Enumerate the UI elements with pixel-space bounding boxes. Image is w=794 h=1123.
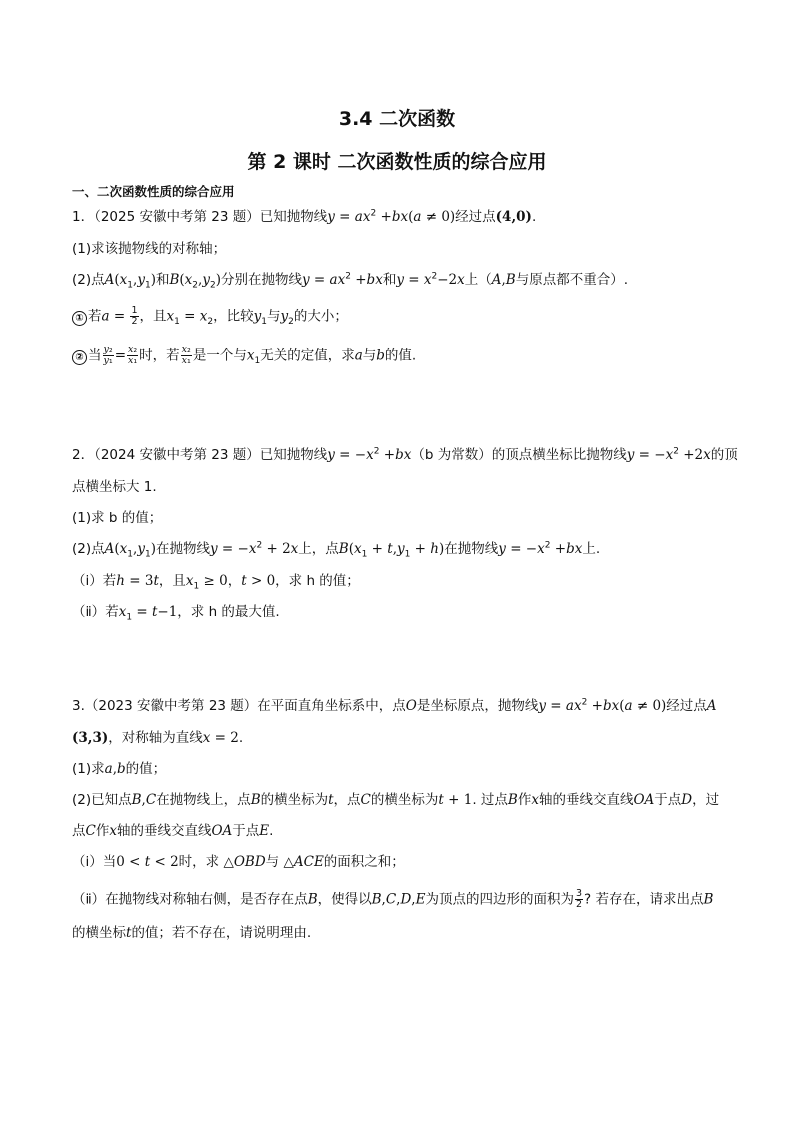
- problem-2-question-ii: （ⅱ）若$x_1 = t-1$，求 h 的最大值.: [72, 604, 280, 623]
- problem-1-part-2: (2)点$A(x_1,y_1)$和$B(x_2,y_2)$分别在抛物线$y = ax^2 +bx$和$y = x^2-2x$上（A,B与原点都不重合）.: [72, 271, 629, 291]
- problem-3-part-2-line-2: 点C作x轴的垂线交直线OA于点E.: [72, 823, 274, 839]
- problem-3-question-ii-line-2: 的横坐标t的值；若不存在，请说明理由.: [72, 925, 312, 941]
- problem-2-question-i: （ⅰ）若h = 3t，且$x_1 \ge 0$，t > 0，求 h 的值；: [72, 573, 360, 592]
- problem-1-question-1: ① 若a = $\frac{1}{2}$ ，且$x_1 = x_2$，比较$y_1$与$y_2$的大小；: [72, 306, 348, 327]
- problem-2-statement-line-2: 点横坐标大 1.: [72, 479, 157, 495]
- problem-2-part-1: (1)求 b 的值；: [72, 510, 163, 526]
- problem-3-statement-line-2: (3,3)，对称轴为直线x = 2.: [72, 730, 244, 746]
- page-title: 3.4 二次函数: [338, 108, 456, 130]
- lesson-subtitle: 第 2 课时 二次函数性质的综合应用: [247, 151, 547, 173]
- problem-3-question-i: （ⅰ）当0 < t < 2时，求 △OBD与 △ACE的面积之和；: [72, 854, 405, 870]
- problem-3-question-ii: （ⅱ）在抛物线对称轴右侧，是否存在点B，使得以B,C,D,E为顶点的四边形的面积为 $\frac{3}{2}$ ? 若存在，请求出点B: [72, 888, 714, 910]
- problem-1-part-1: (1)求该抛物线的对称轴；: [72, 241, 227, 257]
- problem-2-part-2: (2)点$A(x_1,y_1)$在抛物线$y = -x^2 + 2x$上，点$B(x_1 + t,y_1 + h)$在抛物线$y = -x^2 +bx$上.: [72, 540, 601, 560]
- problem-3-statement: 3.（2023 安徽中考第 23 题）在平面直角坐标系中，点O是坐标原点，抛物线$y = ax^2 +bx(a \ne 0)$经过点A: [72, 697, 717, 714]
- problem-1-statement: 1．（2025 安徽中考第 23 题）已知抛物线$y = ax^2 +bx(a \ne 0)$经过点(4,0).: [72, 208, 537, 225]
- section-heading: 一、二次函数性质的综合应用: [72, 184, 235, 199]
- problem-3-part-1: (1)求a,b的值；: [72, 761, 167, 777]
- problem-2-statement: 2．（2024 安徽中考第 23 题）已知抛物线$y = -x^2 +bx(b$ 为常数）的顶点横坐标比抛物线$y = -x^2 +2x$的顶: [72, 446, 738, 463]
- problem-1-question-2: ② 当 $\frac{\text{y₂}}{\text{y₁}}$ = $\frac{\text{x₂}}{\text{x₁}}$ 时，若 $\frac{\text{x₂}}{\text{x₁}}$ 是一个与$x_1$无关的定值，求a与b的值.: [72, 345, 416, 366]
- problem-3-part-2: (2)已知点B,C在抛物线上，点B的横坐标为t，点C的横坐标为t + 1. 过点B作x轴的垂线交直线OA于点D，过: [72, 792, 720, 808]
